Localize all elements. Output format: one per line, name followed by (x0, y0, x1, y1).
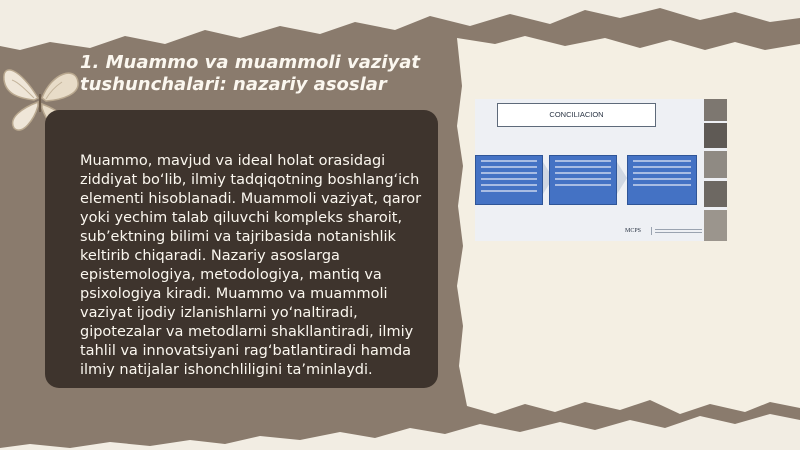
thumbnail-logo-subtitle (651, 227, 702, 235)
thumbnail-arrow-2 (617, 162, 627, 194)
thumbnail-photo-1 (704, 99, 727, 121)
thumbnail-photo-5 (704, 210, 727, 241)
thumbnail-logo: MCPS (625, 228, 642, 234)
thumbnail-photo-4 (704, 181, 727, 207)
thumbnail-heading: CONCILIACION (497, 103, 656, 127)
thumbnail-block-2 (549, 155, 617, 205)
slide-thumbnail (475, 99, 727, 241)
thumbnail-photo-2 (704, 123, 727, 148)
slide-title: 1. Muammo va muammoli vaziyat tushunchalari: nazariy asoslar (80, 52, 421, 95)
thumbnail-block-1 (475, 155, 543, 205)
thumbnail-block-3 (627, 155, 697, 205)
slide-body-text: Muammo, mavjud va ideal holat orasidagi ziddiyat bo‘lib, ilmiy tadqiqotning boshlang‘ich elementi hisoblanadi. Muammoli vaziyat, qaror yoki yechim talab qiluvchi kompleks sharoit, sub’ektning bilimi va tajribasida notanishlik keltirib chiqaradi. Nazariy asoslarga epistemologiya, metodologiya, mantiq va psixologiya kiradi. Muammo va muammoli vaziyat ijodiy izlanishlarni yo‘naltiradi, gipotezalar va metodlarni shakllantiradi, ilmiy tahlil va innovatsiyani rag‘batlantiradi hamda ilmiy natijalar ishonchliligini ta’minlaydi. (80, 153, 422, 378)
thumbnail-photo-3 (704, 151, 727, 178)
